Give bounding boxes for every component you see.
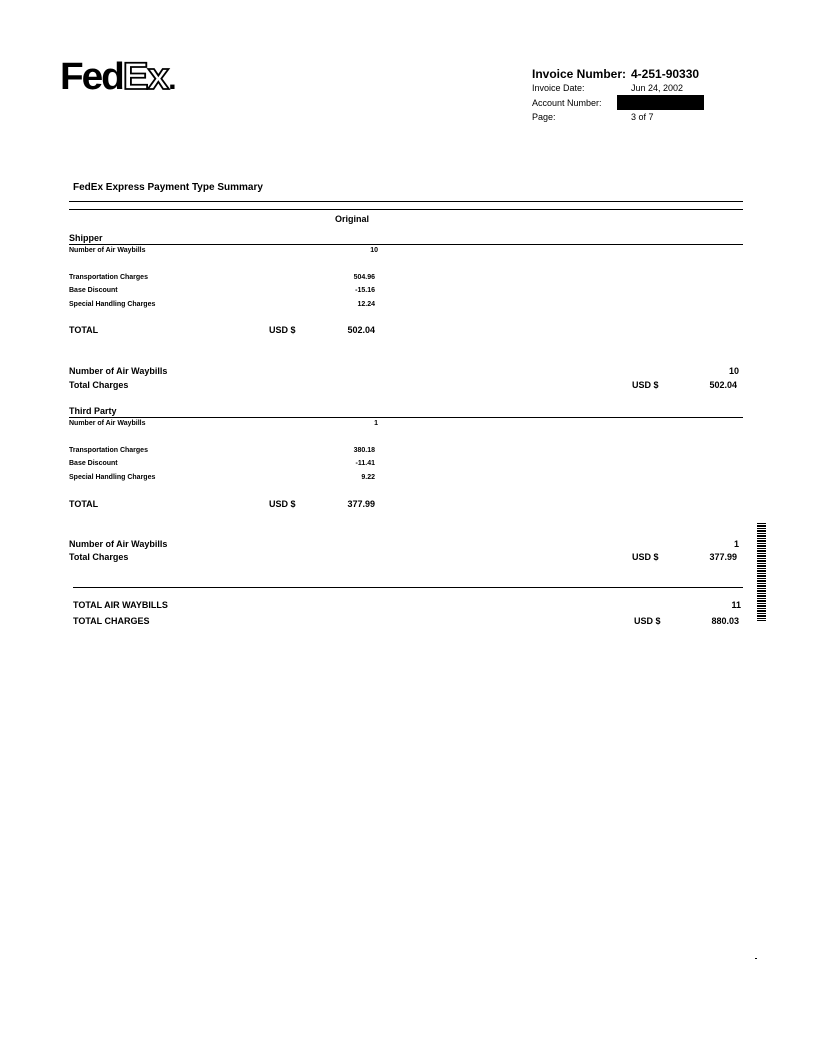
invoice-number: 4-251-90330 [631,67,700,81]
fedex-logo [60,58,175,96]
divider [69,244,743,245]
third-party-transportation-label: Transportation Charges [69,447,148,454]
third-party-total-label: TOTAL [69,499,99,509]
shipper-total-currency: USD $ [269,325,296,335]
divider [69,201,743,202]
page-label: Page: [532,112,556,122]
shipper-subtotal-charges-label: Total Charges [69,380,129,390]
third-party-special-label: Special Handling Charges [69,474,156,481]
divider [69,417,743,418]
grand-waybills-label: TOTAL AIR WAYBILLS [73,600,168,610]
section-title: FedEx Express Payment Type Summary [73,182,263,193]
third-party-total: 377.99 [347,499,375,509]
column-header-original: Original [335,214,370,224]
shipper-transportation: 504.96 [353,274,375,281]
shipper-special-label: Special Handling Charges [69,301,156,308]
logo-fed: Fed [60,56,123,98]
shipper-subtotal-waybills-label: Number of Air Waybills [69,366,168,376]
third-party-waybills-label: Number of Air Waybills [69,420,146,427]
logo-dot: . [168,63,175,96]
third-party-subtotal-charges-label: Total Charges [69,552,129,562]
grand-waybills: 11 [731,600,741,610]
invoice-date-label: Invoice Date: [532,83,585,93]
invoice-number-label: Invoice Number: [532,67,627,81]
third-party-waybills: 1 [374,420,378,427]
page-number: 3 of 7 [631,112,654,122]
shipper-waybills: 10 [370,247,378,254]
shipper-subtotal-currency: USD $ [632,380,659,390]
third-party-total-currency: USD $ [269,499,296,509]
shipper-total: 502.04 [347,325,375,335]
invoice-date: Jun 24, 2002 [631,83,684,93]
account-number-label: Account Number: [532,98,602,108]
third-party-subtotal-waybills: 1 [733,539,739,549]
grand-currency: USD $ [634,616,661,626]
group-title-shipper: Shipper [69,233,103,243]
shipper-transportation-label: Transportation Charges [69,274,148,281]
third-party-transportation: 380.18 [353,447,375,454]
grand-charges-label: TOTAL CHARGES [73,616,150,626]
shipper-subtotal-waybills: 10 [728,366,739,376]
divider [69,209,743,210]
shipper-special: 12.24 [357,301,375,308]
grand-charges: 880.03 [711,616,739,626]
barcode [757,523,766,621]
shipper-discount-label: Base Discount [69,287,118,294]
logo-ex: Ex [122,56,169,98]
shipper-discount: -15.16 [355,287,375,294]
divider [73,587,743,588]
shipper-subtotal-charges: 502.04 [709,380,737,390]
account-number-redaction [617,95,704,110]
shipper-total-label: TOTAL [69,325,99,335]
third-party-subtotal-currency: USD $ [632,552,659,562]
shipper-waybills-label: Number of Air Waybills [69,247,146,254]
third-party-subtotal-charges: 377.99 [709,552,737,562]
third-party-discount: -11.41 [355,460,375,467]
third-party-subtotal-waybills-label: Number of Air Waybills [69,539,168,549]
third-party-discount-label: Base Discount [69,460,118,467]
group-title-third-party: Third Party [69,406,117,416]
page-mark [755,958,757,959]
third-party-special: 9.22 [361,474,375,481]
